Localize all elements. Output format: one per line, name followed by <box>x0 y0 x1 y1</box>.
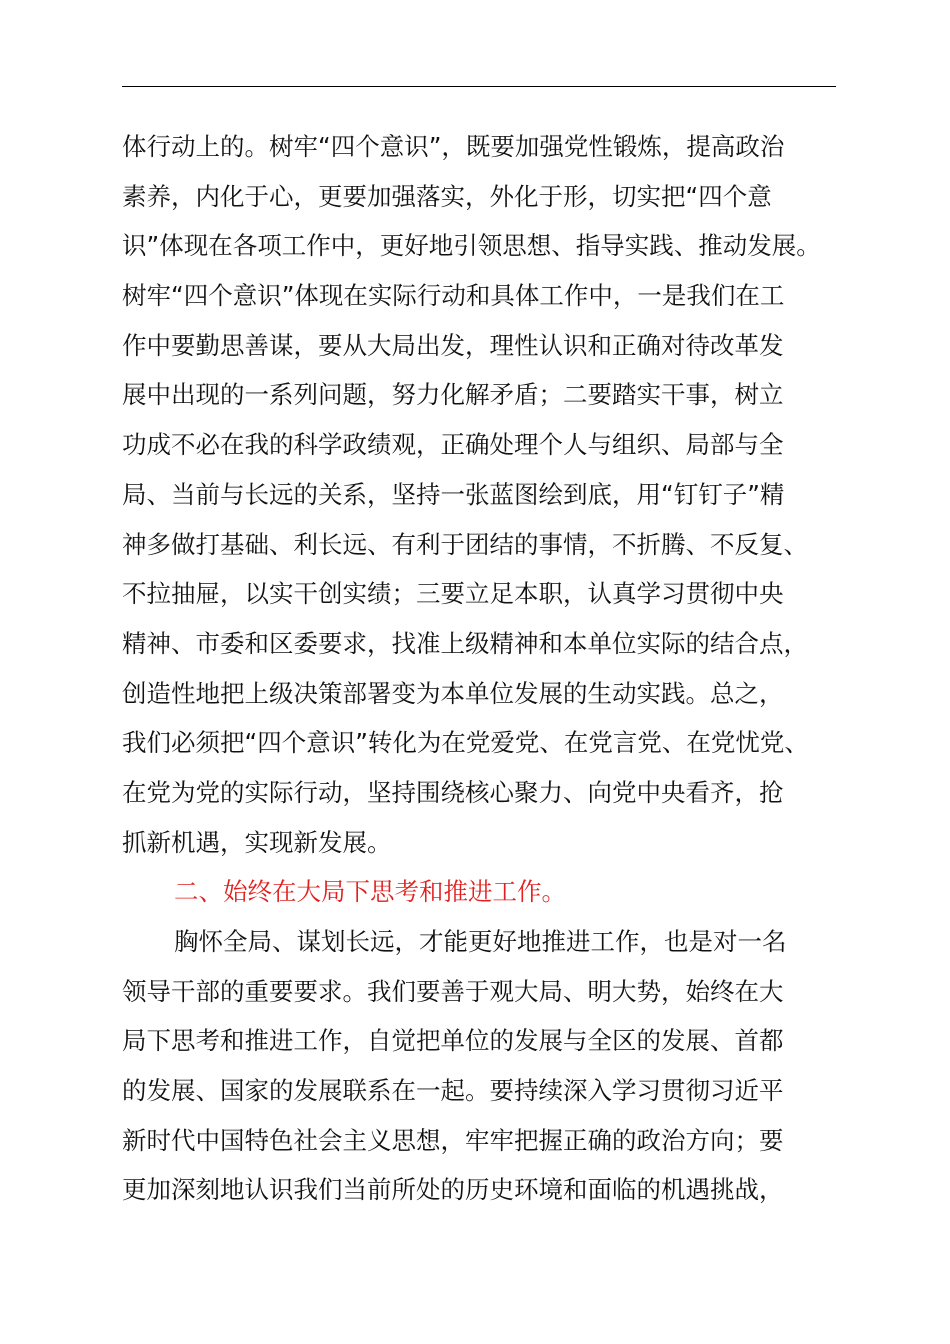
text-line: 领导干部的重要要求。我们要善于观大局、明大势，始终在大 <box>122 976 784 1006</box>
text-line: 我们必须把“四个意识”转化为在党爱党、在党言党、在党忧党、 <box>122 728 809 758</box>
text-line: 胸怀全局、谋划长远，才能更好地推进工作，也是对一名 <box>174 927 787 956</box>
text-line: 局下思考和推进工作，自觉把单位的发展与全区的发展、首都 <box>122 1026 784 1056</box>
text-line: 神多做打基础、利长远、有利于团结的事情，不折腾、不反复、 <box>122 529 808 559</box>
text-line: 在党为党的实际行动，坚持围绕核心聚力、向党中央看齐，抢 <box>122 777 784 807</box>
paragraph-1 <box>122 122 862 867</box>
section-heading: 二、始终在大局下思考和推进工作。 <box>174 877 566 907</box>
text-line: 的发展、国家的发展联系在一起。要持续深入学习贯彻习近平 <box>122 1076 784 1106</box>
text-line: 树牢“四个意识”体现在实际行动和具体工作中，一是我们在工 <box>122 281 785 311</box>
text-line: 功成不必在我的科学政绩观，正确处理个人与组织、局部与全 <box>122 430 784 460</box>
text-line: 识”体现在各项工作中，更好地引领思想、指导实践、推动发展。 <box>122 231 821 261</box>
text-line: 体行动上的。树牢“四个意识”，既要加强党性锻炼，提高政治 <box>122 132 785 161</box>
text-line: 素养，内化于心，更要加强落实，外化于形，切实把“四个意 <box>122 181 772 211</box>
text-line: 局、当前与长远的关系，坚持一张蓝图绘到底，用“钉钉子”精 <box>122 479 785 509</box>
text-line: 新时代中国特色社会主义思想，牢牢把握正确的政治方向；要 <box>122 1125 784 1155</box>
text-line: 作中要勤思善谋，要从大局出发，理性认识和正确对待改革发 <box>122 330 784 360</box>
text-line: 创造性地把上级决策部署变为本单位发展的生动实践。总之， <box>122 678 784 708</box>
text-line: 不拉抽屉，以实干创实绩；三要立足本职，认真学习贯彻中央 <box>122 579 784 609</box>
text-line: 精神、市委和区委要求，找准上级精神和本单位实际的结合点， <box>122 628 808 658</box>
paragraph-2 <box>122 917 862 1215</box>
text-line: 展中出现的一系列问题，努力化解矛盾；二要踏实干事，树立 <box>122 380 784 410</box>
header-rule <box>122 86 836 87</box>
document-body <box>122 122 862 1215</box>
text-line: 更加深刻地认识我们当前所处的历史环境和面临的机遇挑战， <box>122 1175 784 1205</box>
text-line: 抓新机遇，实现新发展。 <box>122 827 392 857</box>
